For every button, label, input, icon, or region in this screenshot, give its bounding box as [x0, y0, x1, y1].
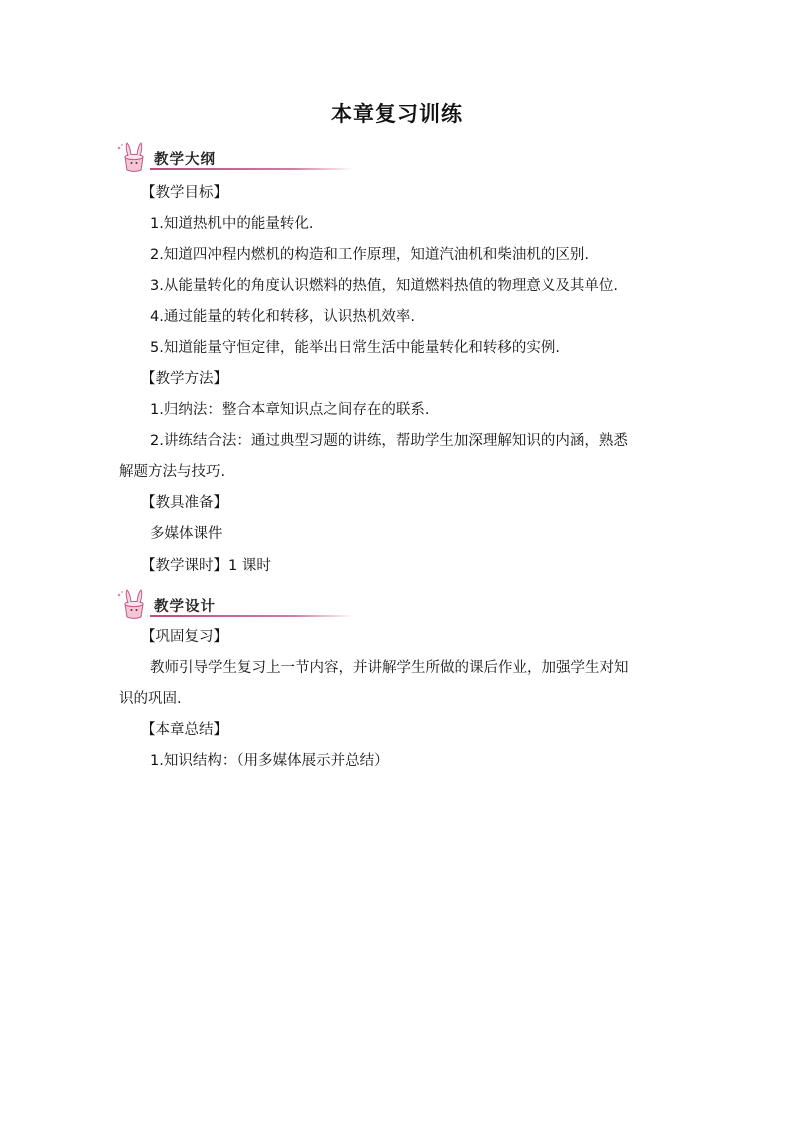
goal-item: 4.通过能量的转化和转移，认识热机效率.	[150, 309, 415, 325]
goal-item: 3.从能量转化的角度认识燃料的热值，知道燃料热值的物理意义及其单位.	[150, 278, 618, 294]
pink-rabbit-cup-icon	[116, 589, 152, 621]
goal-item: 1.知道热机中的能量转化.	[150, 216, 314, 232]
review-text-continued: 识的巩固.	[119, 691, 182, 707]
section-heading: 教学设计	[154, 599, 216, 615]
section-header-outline	[116, 142, 246, 174]
method-item: 2.讲练结合法：通过典型习题的讲练，帮助学生加深理解知识的内涵，熟悉	[150, 433, 628, 449]
goal-item: 5.知道能量守恒定律，能举出日常生活中能量转化和转移的实例.	[150, 340, 560, 356]
pink-rabbit-cup-icon	[116, 142, 152, 174]
method-item-continued: 解题方法与技巧.	[119, 464, 226, 480]
tools-heading: 【教具准备】	[141, 495, 228, 511]
goals-heading: 【教学目标】	[141, 185, 228, 201]
review-text: 教师引导学生复习上一节内容，并讲解学生所做的课后作业，加强学生对知	[150, 660, 629, 676]
hours-text: 【教学课时】1 课时	[141, 558, 271, 574]
page-title: 本章复习训练	[331, 102, 463, 126]
method-item: 1.归纳法：整合本章知识点之间存在的联系.	[150, 402, 430, 418]
summary-heading: 【本章总结】	[141, 722, 228, 738]
review-heading: 【巩固复习】	[141, 629, 228, 645]
section-heading: 教学大纲	[154, 152, 216, 168]
section-header-design	[116, 589, 246, 621]
methods-heading: 【教学方法】	[141, 371, 228, 387]
goal-item: 2.知道四冲程内燃机的构造和工作原理，知道汽油机和柴油机的区别.	[150, 247, 589, 263]
section-underline	[150, 168, 354, 170]
section-underline	[150, 615, 354, 617]
summary-item: 1.知识结构：（用多媒体展示并总结）	[150, 753, 389, 769]
tools-text: 多媒体课件	[150, 526, 223, 542]
